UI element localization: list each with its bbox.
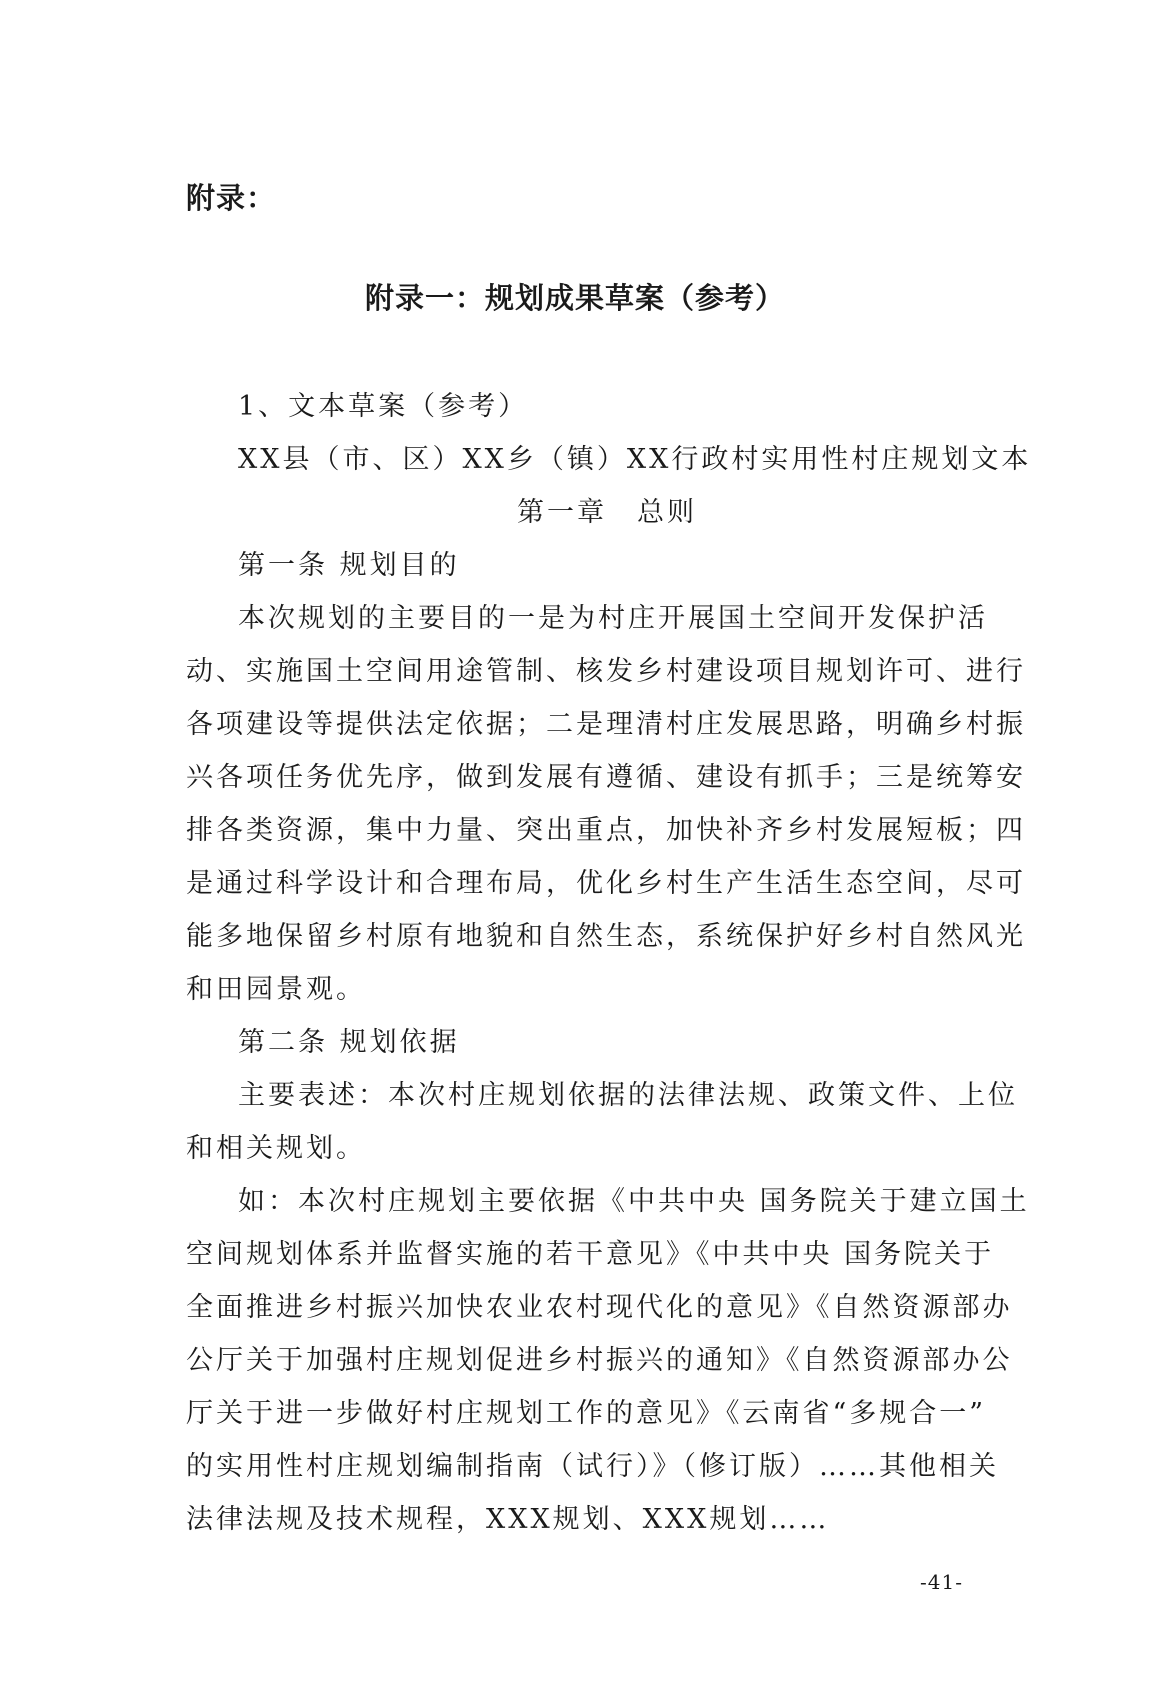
article-2-example-line: 全面推进乡村振兴加快农业农村现代化的意见》《自然资源部办 xyxy=(186,1292,1013,1323)
article-1-line: 能多地保留乡村原有地貌和自然生态，系统保护好乡村自然风光 xyxy=(186,921,1026,952)
chapter-title: 第一章 总则 xyxy=(517,497,697,528)
section-title: 1、文本草案（参考） xyxy=(238,391,529,422)
article-2-example-line: 如：本次村庄规划主要依据《中共中央 国务院关于建立国土 xyxy=(238,1186,1030,1217)
article-2-example-line: 厅关于进一步做好村庄规划工作的意见》《云南省“多规合一” xyxy=(186,1398,987,1429)
document-title: XX县（市、区）XX乡（镇）XX行政村实用性村庄规划文本 xyxy=(238,444,1032,475)
article-1-line: 排各类资源，集中力量、突出重点，加快补齐乡村发展短板；四 xyxy=(186,815,1026,846)
article-1-line: 动、实施国土空间用途管制、核发乡村建设项目规划许可、进行 xyxy=(186,656,1026,687)
article-1-line: 是通过科学设计和合理布局，优化乡村生产生活生态空间，尽可 xyxy=(186,868,1026,899)
article-1-line: 兴各项任务优先序，做到发展有遵循、建设有抓手；三是统筹安 xyxy=(186,762,1026,793)
article-2-title: 第二条 规划依据 xyxy=(238,1027,460,1058)
page-number: -41- xyxy=(920,1570,963,1594)
article-2-example-line: 的实用性村庄规划编制指南（试行）》（修订版）……其他相关 xyxy=(186,1451,999,1482)
article-2-summary-line: 和相关规划。 xyxy=(186,1133,366,1164)
article-2-example-line: 法律法规及技术规程，XXX规划、XXX规划…… xyxy=(186,1504,830,1535)
article-1-line: 各项建设等提供法定依据；二是理清村庄发展思路，明确乡村振 xyxy=(186,709,1026,740)
article-2-example-line: 公厅关于加强村庄规划促进乡村振兴的通知》《自然资源部办公 xyxy=(186,1345,1013,1376)
appendix-one-title: 附录一：规划成果草案（参考） xyxy=(364,281,785,315)
article-1-title: 第一条 规划目的 xyxy=(238,550,460,581)
appendix-heading: 附录： xyxy=(186,181,277,215)
article-1-line: 本次规划的主要目的一是为村庄开展国土空间开发保护活 xyxy=(238,603,988,634)
article-1-line: 和田园景观。 xyxy=(186,974,366,1005)
article-2-example-line: 空间规划体系并监督实施的若干意见》《中共中央 国务院关于 xyxy=(186,1239,995,1270)
article-2-summary-line: 主要表述：本次村庄规划依据的法律法规、政策文件、上位 xyxy=(238,1080,1018,1111)
document-body xyxy=(186,380,1032,1546)
